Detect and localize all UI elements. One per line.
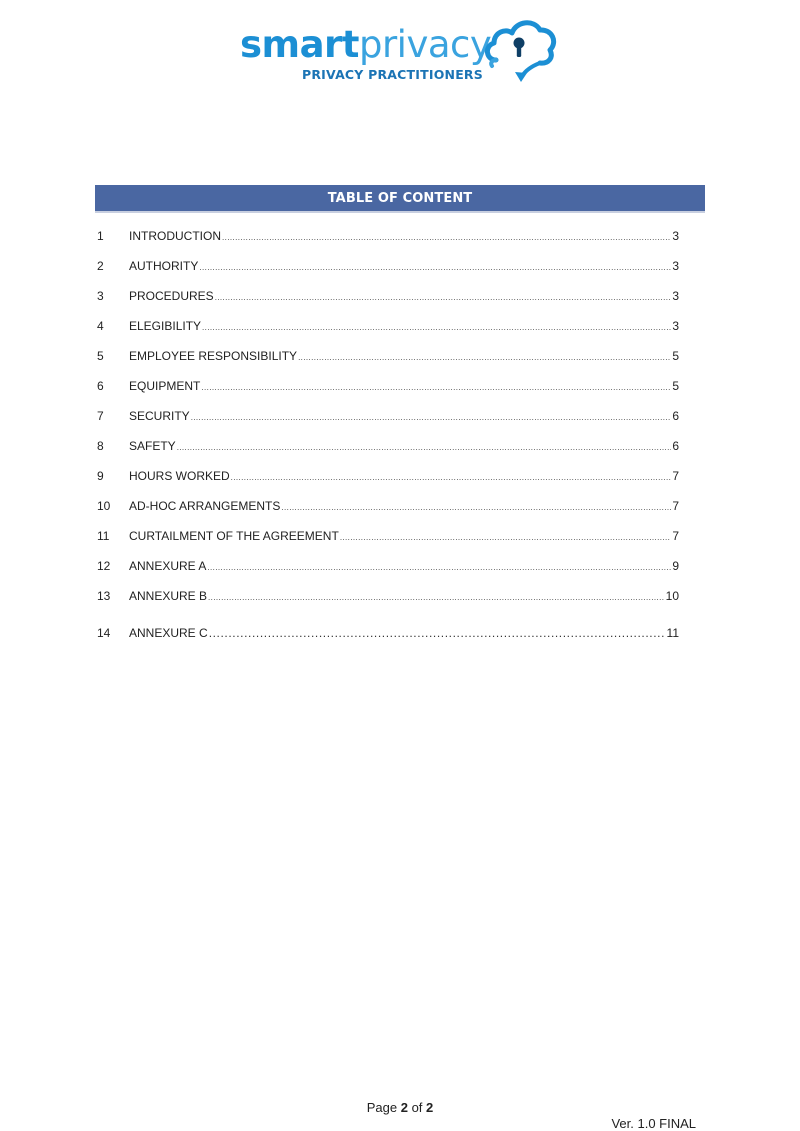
toc-entry-page[interactable]: 3	[672, 229, 679, 243]
toc-leader-dots	[207, 560, 671, 576]
toc-entry[interactable]	[97, 378, 679, 394]
toc-entry-number: 8	[97, 439, 104, 453]
page-number-prefix: Page	[366, 1100, 401, 1115]
toc-leader-dots	[215, 290, 672, 306]
toc-entry-label[interactable]: EQUIPMENT	[129, 379, 201, 393]
page-number-current: 2	[400, 1100, 408, 1115]
toc-leader-dots	[208, 590, 665, 606]
toc-entry-page[interactable]: 6	[672, 439, 679, 453]
logo-word-part2: privacy	[358, 23, 492, 66]
toc-entry-label[interactable]: SAFETY	[129, 439, 176, 453]
toc-leader-dots	[177, 440, 672, 456]
toc-leader-dots	[298, 350, 671, 366]
toc-entry-label[interactable]: PROCEDURES	[129, 289, 214, 303]
page-number	[0, 1100, 800, 1115]
toc-entry-number: 14	[97, 626, 111, 640]
toc-entry-number: 2	[97, 259, 104, 273]
toc-entry-number: 5	[97, 349, 104, 363]
toc-entry-page[interactable]: 10	[665, 589, 679, 603]
toc-entry-number: 12	[97, 559, 111, 573]
toc-entry-page[interactable]: 9	[672, 559, 679, 573]
toc-entry[interactable]	[97, 498, 679, 514]
toc-entry-number: 10	[97, 499, 111, 513]
toc-leader-dots	[231, 470, 672, 486]
toc-entry-page[interactable]: 5	[672, 379, 679, 393]
toc-leader-dots	[281, 500, 671, 516]
toc-entry-number: 7	[97, 409, 104, 423]
toc-entry-number: 1	[97, 229, 104, 243]
toc-entry-label[interactable]: EMPLOYEE RESPONSIBILITY	[129, 349, 298, 363]
logo-tagline: PRIVACY PRACTITIONERS	[302, 67, 483, 82]
toc-entry-number: 4	[97, 319, 104, 333]
toc-entry[interactable]	[97, 408, 679, 424]
toc-entry-page[interactable]: 7	[672, 469, 679, 483]
toc-entry-number: 6	[97, 379, 104, 393]
logo-word-part1: smart	[240, 23, 359, 66]
toc-entry[interactable]	[97, 258, 679, 274]
toc-entry[interactable]	[97, 558, 679, 574]
toc-entry[interactable]	[97, 588, 679, 604]
toc-entry-label[interactable]: ANNEXURE B	[129, 589, 208, 603]
toc-leader-dots	[340, 530, 672, 546]
toc-entry[interactable]	[97, 625, 679, 641]
toc-entry-number: 13	[97, 589, 111, 603]
toc-leader-dots	[191, 410, 672, 426]
toc-entry[interactable]	[97, 438, 679, 454]
toc-entry-label[interactable]: SECURITY	[129, 409, 190, 423]
toc-entry[interactable]	[97, 228, 679, 244]
toc-entry[interactable]	[97, 318, 679, 334]
toc-entry-page[interactable]: 7	[672, 529, 679, 543]
logo-wordmark	[240, 16, 491, 74]
toc-entry-page[interactable]: 3	[672, 289, 679, 303]
toc-leader-dots	[199, 260, 671, 276]
toc-entry-label[interactable]: ANNEXURE C	[129, 626, 208, 640]
toc-entry-number: 9	[97, 469, 104, 483]
toc-entry-page[interactable]: 7	[672, 499, 679, 513]
document-version: Ver. 1.0 FINAL	[611, 1116, 696, 1131]
toc-entry-page[interactable]: 3	[672, 319, 679, 333]
toc-leader-dots	[222, 230, 671, 246]
toc-entry-label[interactable]: INTRODUCTION	[129, 229, 221, 243]
toc-title: TABLE OF CONTENT	[327, 190, 473, 206]
page-number-total: 2	[426, 1100, 434, 1115]
toc-leader-dots	[202, 320, 671, 336]
toc-entry-label[interactable]: AUTHORITY	[129, 259, 199, 273]
smartprivacy-logo	[240, 16, 560, 88]
toc-entry[interactable]	[97, 348, 679, 364]
toc-entry-page[interactable]: 11	[666, 626, 679, 640]
toc-entry-number: 3	[97, 289, 104, 303]
toc-entry-label[interactable]: HOURS WORKED	[129, 469, 230, 483]
toc-entry-label[interactable]: CURTAILMENT OF THE AGREEMENT	[129, 529, 339, 543]
toc-header-bar	[95, 185, 705, 211]
toc-entry-page[interactable]: 6	[672, 409, 679, 423]
toc-entry[interactable]	[97, 528, 679, 544]
toc-entry-label[interactable]: ELEGIBILITY	[129, 319, 202, 333]
cloud-keyhole-icon	[482, 16, 558, 86]
page-number-of: of	[407, 1100, 427, 1115]
toc-entry-number: 11	[97, 529, 110, 543]
toc-entry-page[interactable]: 3	[672, 259, 679, 273]
toc-entry[interactable]	[97, 288, 679, 304]
toc-entry-label[interactable]: ANNEXURE A	[129, 559, 207, 573]
toc-entry-page[interactable]: 5	[672, 349, 679, 363]
toc-leader-dots	[209, 625, 666, 641]
toc-entry[interactable]	[97, 468, 679, 484]
toc-leader-dots	[201, 380, 671, 396]
toc-entry-label[interactable]: AD-HOC ARRANGEMENTS	[129, 499, 281, 513]
